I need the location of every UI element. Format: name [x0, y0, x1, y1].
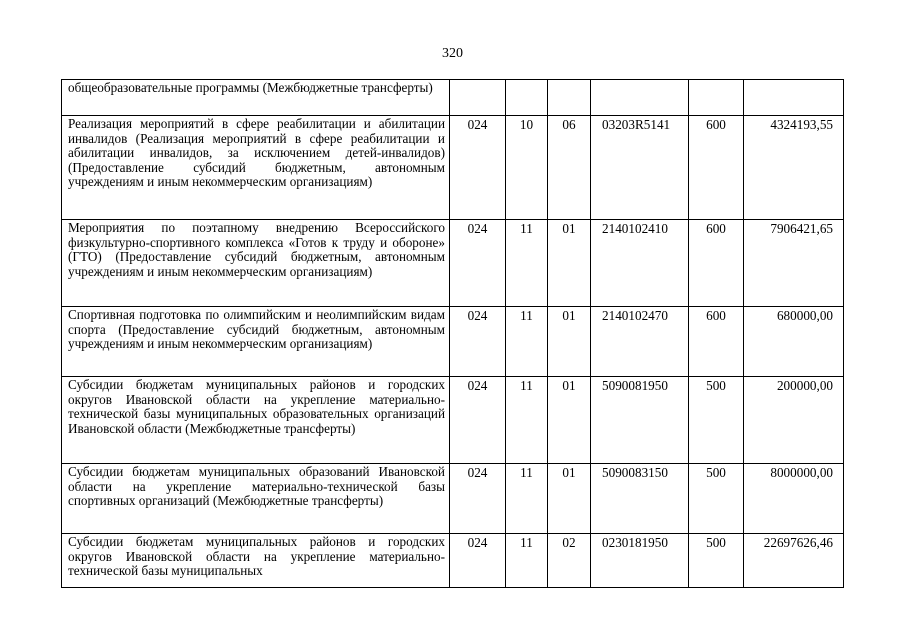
row-description: Субсидии бюджетам муниципальных районов и городских округов Ивановской области на укрепление материально-технической базы муниципальных образовательных организаций Ивановской области (Межбюджетные трансферты): [62, 377, 450, 464]
row-description: Мероприятия по поэтапному внедрению Всероссийского физкультурно-спортивного комплекса «Готов к труду и обороне» (ГТО) (Предоставление субсидий бюджетным, автономным учреждениям и иным некоммерческим организациям): [62, 220, 450, 307]
row-description: Субсидии бюджетам муниципальных образований Ивановской области на укрепление материально-технической базы спортивных организаций (Межбюджетные трансферты): [62, 464, 450, 534]
row-amount: 8000000,00: [744, 464, 844, 534]
row-expense-type: 500: [689, 534, 744, 588]
row-amount: 200000,00: [744, 377, 844, 464]
table-row: [62, 80, 844, 116]
row-ministry-code: [450, 80, 506, 116]
row-description: Субсидии бюджетам муниципальных районов и городских округов Ивановской области на укрепление материально-технической базы муниципальных: [62, 534, 450, 588]
row-target-article: 2140102410: [591, 220, 689, 307]
row-section-code: [506, 80, 548, 116]
row-description: общеобразовательные программы (Межбюджетные трансферты): [62, 80, 450, 116]
row-expense-type: 500: [689, 377, 744, 464]
row-expense-type: 600: [689, 307, 744, 377]
table-row: [62, 116, 844, 220]
row-ministry-code: 024: [450, 534, 506, 588]
table-row: [62, 307, 844, 377]
row-amount: 680000,00: [744, 307, 844, 377]
table-row: [62, 534, 844, 588]
row-ministry-code: 024: [450, 307, 506, 377]
row-subsection-code: 01: [548, 307, 591, 377]
row-subsection-code: 02: [548, 534, 591, 588]
row-section-code: 11: [506, 377, 548, 464]
row-amount: 22697626,46: [744, 534, 844, 588]
row-subsection-code: [548, 80, 591, 116]
row-ministry-code: 024: [450, 377, 506, 464]
row-description: Реализация мероприятий в сфере реабилитации и абилитации инвалидов (Реализация мероприятий в сфере реабилитации и абилитации инвалидов, за исключением детей-инвалидов) (Предоставление субсидий бюджетным, автономным учреждениям и иным некоммерческим организациям): [62, 116, 450, 220]
row-subsection-code: 01: [548, 377, 591, 464]
row-amount: 4324193,55: [744, 116, 844, 220]
table-row: [62, 220, 844, 307]
row-ministry-code: 024: [450, 116, 506, 220]
row-amount: [744, 80, 844, 116]
row-target-article: 03203R5141: [591, 116, 689, 220]
row-description: Спортивная подготовка по олимпийским и неолимпийским видам спорта (Предоставление субсидий бюджетным, автономным учреждениям и иным некоммерческим организациям): [62, 307, 450, 377]
budget-table: [61, 79, 844, 588]
table-row: [62, 464, 844, 534]
row-expense-type: 500: [689, 464, 744, 534]
page-number: 320: [442, 46, 463, 61]
row-subsection-code: 01: [548, 220, 591, 307]
row-subsection-code: 01: [548, 464, 591, 534]
row-expense-type: [689, 80, 744, 116]
row-ministry-code: 024: [450, 220, 506, 307]
row-amount: 7906421,65: [744, 220, 844, 307]
row-target-article: 2140102470: [591, 307, 689, 377]
row-expense-type: 600: [689, 116, 744, 220]
row-section-code: 11: [506, 534, 548, 588]
row-ministry-code: 024: [450, 464, 506, 534]
row-section-code: 11: [506, 464, 548, 534]
row-section-code: 10: [506, 116, 548, 220]
row-target-article: 0230181950: [591, 534, 689, 588]
row-subsection-code: 06: [548, 116, 591, 220]
table-row: [62, 377, 844, 464]
row-section-code: 11: [506, 220, 548, 307]
row-target-article: 5090081950: [591, 377, 689, 464]
row-expense-type: 600: [689, 220, 744, 307]
row-target-article: 5090083150: [591, 464, 689, 534]
row-target-article: [591, 80, 689, 116]
row-section-code: 11: [506, 307, 548, 377]
